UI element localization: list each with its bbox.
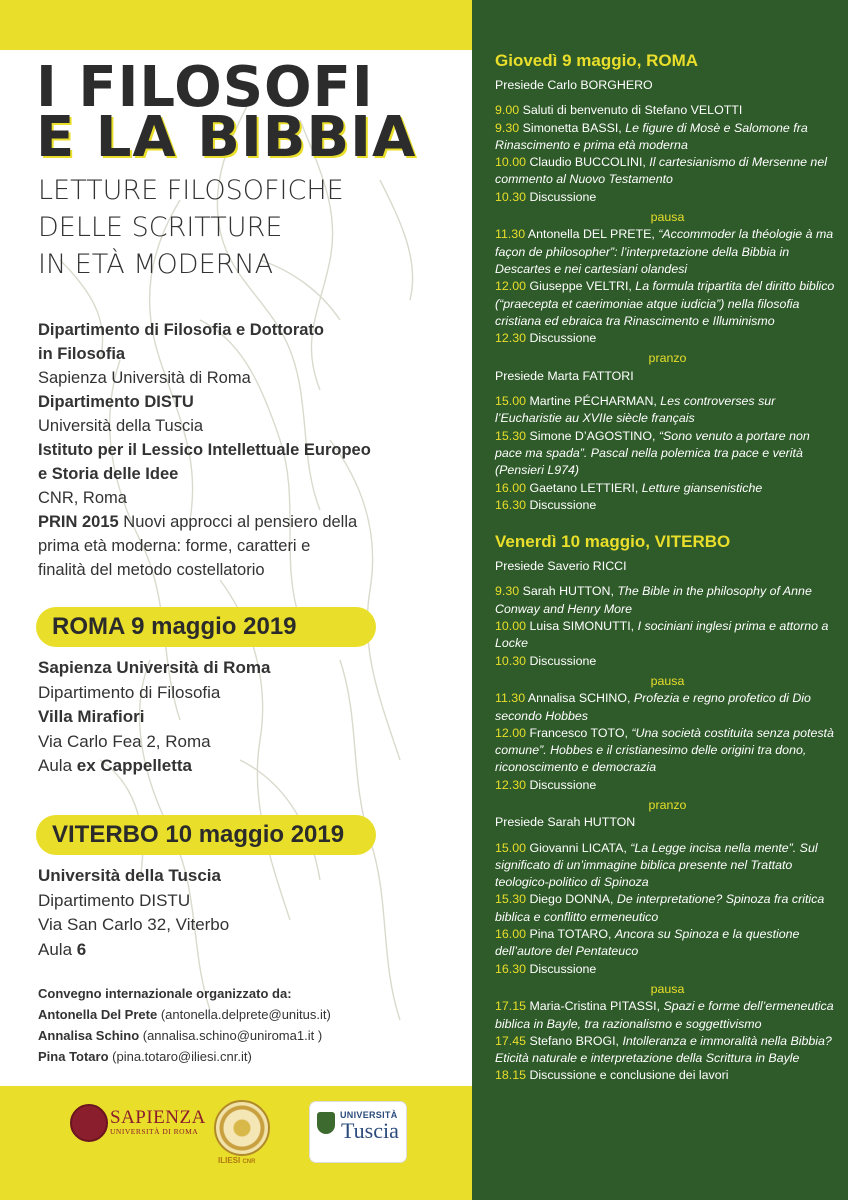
item-time: 9.30 [495, 120, 520, 135]
item-title: “Accommoder la théologie à ma façon de philosopher”: l’interpretazione della Bibbia in Descartes e nei cartesiani olandesi [495, 227, 834, 276]
break-label: pausa [650, 981, 685, 996]
organizer [38, 1046, 331, 1067]
prin-text-line2: prima età moderna: forme, caratteri e [38, 537, 311, 555]
item-text: Discussione [526, 961, 597, 976]
item-time: 12.30 [495, 331, 527, 346]
program-item [495, 278, 840, 330]
item-title: “Sono venuto a portare non pace ma spada”. Pascal nella polemica tra pace e verità (Pensieri L974) [495, 428, 810, 478]
item-text: Discussione [526, 331, 597, 346]
iliesi-sub: CNR [242, 1159, 256, 1165]
sapienza-logo [110, 1108, 206, 1136]
item-time: 11.30 [495, 227, 526, 242]
program-item [495, 891, 840, 926]
tuscia-logo [310, 1102, 406, 1162]
session-chair: Presiede Saverio RICCI [495, 559, 627, 574]
item-time: 16.30 [495, 961, 527, 976]
viterbo-venue-univ: Università della Tuscia [38, 866, 221, 885]
tuscia-univ-label: UNIVERSITÀ [340, 1110, 398, 1120]
subtitle-line: DELLE SCRITTURE [38, 212, 283, 243]
poster-title-line1: I FILOSOFI [36, 55, 374, 120]
item-time: 16.30 [495, 497, 527, 512]
item-text: Discussione [526, 497, 597, 512]
room-name: ex Cappelletta [76, 756, 193, 775]
org-cnr: CNR, Roma [38, 489, 127, 507]
program-item [495, 428, 840, 480]
day1-title: Giovedì 9 maggio, ROMA [495, 51, 699, 70]
roma-venue-villa: Villa Mirafiori [38, 707, 145, 726]
item-author: Maria-Cristina PITASSI, [526, 999, 664, 1014]
roma-venue-dept: Dipartimento di Filosofia [38, 682, 221, 702]
program-item [495, 226, 840, 278]
item-author: Antonella DEL PRETE, [525, 227, 659, 242]
session-chair: Presiede Marta FATTORI [495, 368, 634, 383]
item-time: 10.00 [495, 155, 527, 170]
viterbo-date-pill: VITERBO 10 maggio 2019 [36, 815, 376, 855]
org-tuscia: Università della Tuscia [38, 417, 204, 435]
program-panel [472, 0, 848, 1200]
item-time: 15.00 [495, 394, 527, 409]
item-time: 15.30 [495, 892, 527, 907]
organizer-name: Antonella Del Prete [38, 1007, 158, 1022]
viterbo-venue-address: Via San Carlo 32, Viterbo [38, 915, 230, 934]
roma-venue [38, 656, 270, 779]
program-item [495, 480, 840, 497]
program-item [495, 102, 840, 119]
roma-venue-univ: Sapienza Università di Roma [38, 658, 271, 677]
item-time: 17.45 [495, 1033, 527, 1048]
item-title: Intolleranza e immoralità nella Bibbia? Eticità naturale e interpretazione della Scrittura in Bayle [495, 1033, 832, 1066]
item-time: 15.00 [495, 840, 527, 855]
item-title: I sociniani inglesi prima e attorno a Locke [495, 619, 829, 651]
program-item [495, 926, 840, 961]
item-time: 10.30 [495, 653, 527, 668]
item-title: Les controverses sur l’Eucharistie au XVIIe siècle français [495, 394, 776, 426]
program-item [495, 189, 840, 206]
sapienza-name: SAPIENZA [110, 1107, 206, 1128]
organizer-email[interactable]: (antonella.delprete@unitus.it) [157, 1007, 331, 1022]
org-dept-distu: Dipartimento DISTU [38, 393, 194, 411]
org-sapienza: Sapienza Università di Roma [38, 369, 251, 387]
roma-date-pill: ROMA 9 maggio 2019 [36, 607, 376, 647]
day2-title: Venerdì 10 maggio, VITERBO [495, 532, 731, 552]
item-title: Ancora su Spinoza e la questione dell’autore del Pentateuco [495, 927, 800, 959]
roma-venue-address: Via Carlo Fea 2, Roma [38, 731, 211, 751]
org-prin [38, 510, 458, 534]
item-title: Spazi e forme dell’ermeneutica biblica in Bayle, tra razionalismo e soggettivismo [495, 999, 834, 1031]
session-chair: Presiede Carlo BORGHERO [495, 78, 653, 92]
program-item [495, 653, 840, 670]
item-time: 12.30 [495, 777, 527, 792]
program-item [495, 961, 840, 978]
org-dept-filosofia: Dipartimento di Filosofia e Dottorato [38, 321, 325, 339]
org-dept-filosofia-cont: in Filosofia [38, 345, 126, 363]
program-content [495, 50, 840, 1085]
iliesi-seal-icon [214, 1100, 270, 1156]
organizing-institutions [38, 318, 458, 582]
item-time: 10.00 [495, 619, 527, 634]
program-item [495, 120, 840, 155]
prin-text-line3: finalità del metodo costellatorio [38, 561, 265, 579]
organizer [38, 1004, 331, 1025]
tuscia-shield-icon [317, 1112, 335, 1134]
program-item [495, 690, 840, 725]
item-text: Discussione [526, 189, 597, 204]
item-text: Discussione e conclusione dei lavori [526, 1068, 729, 1083]
program-item [495, 154, 840, 189]
break-label: pausa [650, 673, 685, 688]
item-author: Gaetano LETTIERI, [526, 480, 642, 495]
organizer-name: Pina Totaro [38, 1049, 109, 1064]
item-title: Profezia e regno profetico di Dio secondo Hobbes [495, 691, 811, 723]
item-author: Annalisa SCHINO, [525, 691, 634, 706]
item-title: Il cartesianismo di Mersenne nel commento al Nuovo Testamento [495, 155, 827, 187]
roma-venue-room [38, 754, 270, 779]
organizer-email[interactable]: (pina.totaro@iliesi.cnr.it) [108, 1049, 252, 1064]
item-time: 18.15 [495, 1068, 527, 1083]
prin-text: Nuovi approcci al pensiero della [118, 513, 358, 531]
iliesi-name: ILIESI [218, 1156, 241, 1165]
organizer [38, 1025, 331, 1046]
iliesi-logo-text [218, 1156, 255, 1165]
room-name: 6 [76, 939, 87, 959]
program-item [495, 840, 840, 892]
item-author: Stefano BROGI, [526, 1033, 623, 1048]
top-yellow-band [0, 0, 472, 50]
organizer-email[interactable]: (annalisa.schino@uniroma1.it ) [139, 1028, 323, 1043]
organizers-heading: Convegno internazionale organizzato da: [38, 986, 292, 1001]
item-author: Sarah HUTTON, [519, 584, 618, 599]
item-text: Discussione [526, 653, 597, 668]
break-label: pranzo [648, 797, 687, 812]
item-title: Letture giansenistiche [641, 480, 763, 495]
item-title: “Una società costituita senza potestà comune”. Hobbes e il cristianesimo delle origini tra dono, riconoscimento e democrazia [495, 725, 834, 775]
item-time: 15.30 [495, 428, 527, 443]
program-item [495, 725, 840, 777]
break-label: pranzo [648, 351, 687, 366]
prin-label: PRIN 2015 [38, 513, 119, 531]
item-author: Martine PÉCHARMAN, [526, 394, 661, 409]
item-title: De interpretatione? Spinoza fra critica biblica e conflitto ermeneutico [495, 892, 825, 924]
organizers-block [38, 983, 331, 1067]
break-label: pausa [650, 210, 685, 225]
tuscia-name: Tuscia [341, 1118, 399, 1143]
item-time: 11.30 [495, 691, 526, 706]
viterbo-venue [38, 864, 229, 962]
item-author: Simonetta BASSI, [519, 120, 626, 135]
item-time: 16.00 [495, 927, 527, 942]
item-title: La formula tripartita del diritto biblico (“praecepta et caerimoniae atque iudicia”) nella filosofia cristiana ed ebraica tra Rinascimento e Illuminismo [495, 279, 835, 328]
subtitle-line: IN ETÀ MODERNA [38, 249, 274, 280]
item-time: 12.00 [495, 279, 527, 294]
org-iliesi-cont: e Storia delle Idee [38, 465, 179, 483]
item-time: 12.00 [495, 725, 527, 740]
item-time: 17.15 [495, 999, 527, 1014]
session-chair: Presiede Sarah HUTTON [495, 815, 636, 830]
item-time: 10.30 [495, 189, 527, 204]
program-item [495, 393, 840, 428]
item-author: Francesco TOTO, [526, 725, 632, 740]
item-author: Giuseppe VELTRI, [526, 279, 636, 294]
item-author: Simone D’AGOSTINO, [526, 428, 659, 443]
org-iliesi: Istituto per il Lessico Intellettuale Europeo [38, 441, 371, 459]
item-time: 16.00 [495, 480, 527, 495]
program-item [495, 1033, 840, 1068]
program-item [495, 618, 840, 653]
poster-subtitle [38, 172, 344, 283]
program-item [495, 777, 840, 794]
item-author: Claudio BUCCOLINI, [526, 155, 650, 170]
item-time: 9.30 [495, 584, 520, 599]
item-title: Le figure di Mosè e Salomone fra Rinascimento e prima età moderna [495, 120, 808, 152]
item-author: Giovanni LICATA, [526, 840, 631, 855]
item-text: Saluti di benvenuto di Stefano VELOTTI [519, 103, 743, 118]
item-author: Pina TOTARO, [526, 927, 615, 942]
room-prefix: Aula [38, 756, 77, 775]
item-text: Discussione [526, 777, 597, 792]
poster-title-line2: E LA BIBBIA [36, 105, 417, 170]
program-item [495, 497, 840, 514]
program-item [495, 998, 840, 1033]
program-item [495, 1067, 840, 1084]
item-title: The Bible in the philosophy of Anne Conway and Henry More [495, 584, 812, 616]
item-author: Luisa SIMONUTTI, [526, 619, 638, 634]
sapienza-seal-icon [70, 1104, 108, 1142]
program-item [495, 330, 840, 347]
program-item [495, 583, 840, 618]
subtitle-line: LETTURE FILOSOFICHE [38, 175, 344, 206]
organizer-name: Annalisa Schino [38, 1028, 140, 1043]
item-time: 9.00 [495, 103, 520, 118]
viterbo-venue-dept: Dipartimento DISTU [38, 890, 191, 910]
item-title: “La Legge incisa nella mente”. Sul significato di un’immagine biblica presente nel Trattato teologico-politico di Spinoza [495, 840, 818, 890]
viterbo-venue-room [38, 938, 229, 963]
item-author: Diego DONNA, [526, 892, 617, 907]
room-prefix: Aula [38, 939, 77, 959]
sapienza-sub: UNIVERSITÀ DI ROMA [110, 1127, 199, 1136]
